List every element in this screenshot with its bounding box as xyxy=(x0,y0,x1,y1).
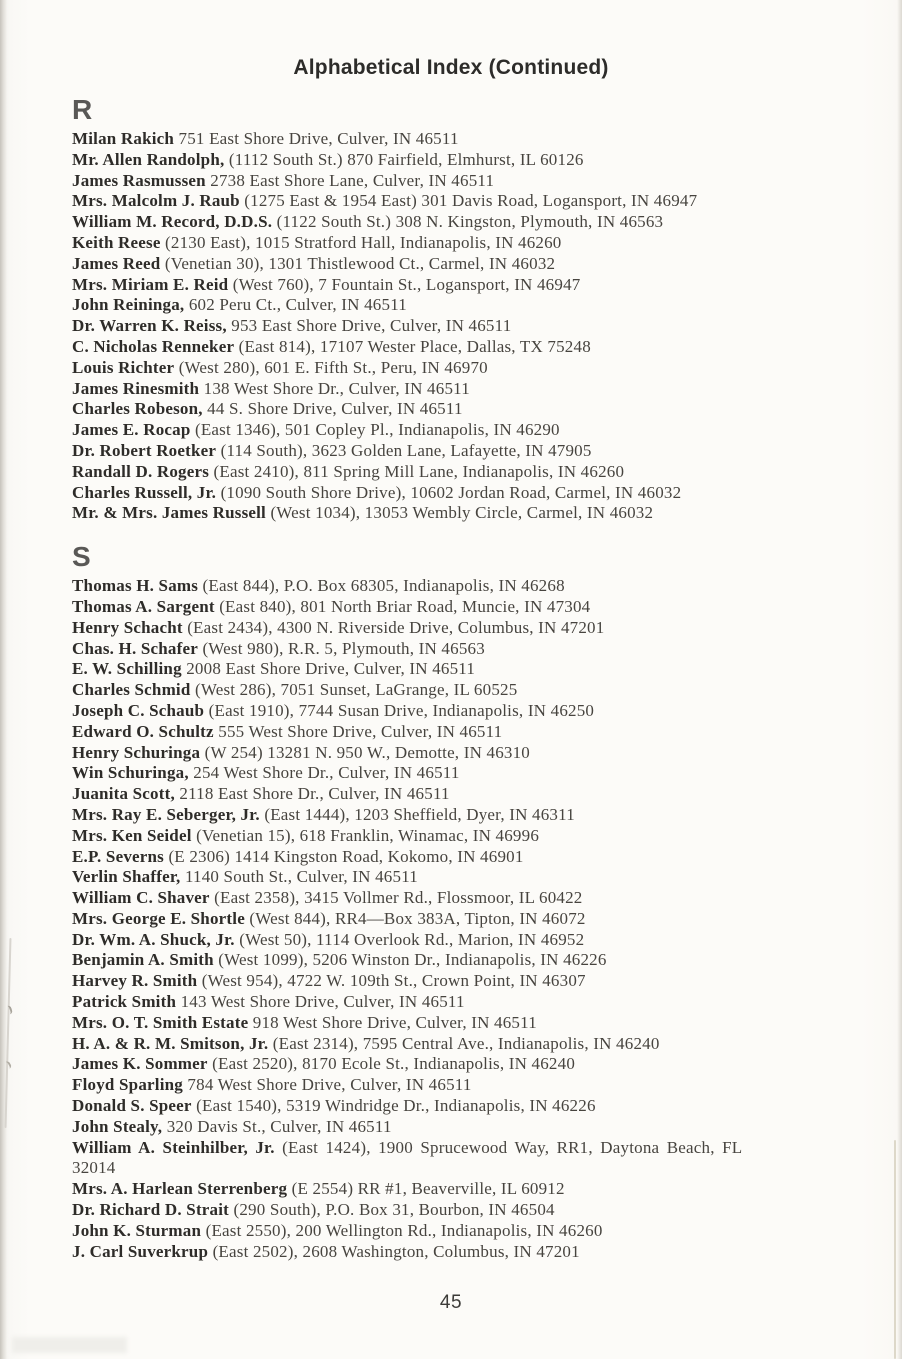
index-entry xyxy=(72,971,836,992)
entry-name: Juanita Scott, xyxy=(72,784,175,804)
index-entry xyxy=(72,784,836,805)
index-entry xyxy=(72,743,836,764)
entry-address: 2738 East Shore Lane, Culver, IN 46511 xyxy=(210,170,495,190)
entry-name: E.P. Severns xyxy=(72,846,164,866)
page-number: 45 xyxy=(439,1292,463,1313)
entry-address: (Venetian 30), 1301 Thistlewood Ct., Carmel, IN 46032 xyxy=(164,253,556,273)
entry-address: (E 2306) 1414 Kingston Road, Kokomo, IN 46901 xyxy=(168,846,524,866)
index-entry xyxy=(72,950,836,971)
entry-list xyxy=(72,576,836,1262)
entry-name: Thomas A. Sargent xyxy=(72,596,215,616)
index-entry xyxy=(72,337,836,358)
entry-list xyxy=(72,129,836,524)
entry-address: 2118 East Shore Dr., Culver, IN 46511 xyxy=(179,784,450,804)
entry-address: (W 254) 13281 N. 950 W., Demotte, IN 46310 xyxy=(204,742,530,762)
entry-address: (East 2434), 4300 N. Riverside Drive, Columbus, IN 47201 xyxy=(187,617,605,637)
index-entry xyxy=(72,483,836,504)
entry-address: (West 844), RR4—Box 383A, Tipton, IN 46072 xyxy=(249,908,586,928)
entry-name: Randall D. Rogers xyxy=(72,461,210,481)
index-entry xyxy=(72,597,836,618)
entry-address: (East 840), 801 North Briar Road, Muncie, IN 47304 xyxy=(219,596,591,616)
index-entry xyxy=(72,254,836,275)
entry-name: Dr. Warren K. Reiss, xyxy=(72,316,227,336)
entry-address: (1090 South Shore Drive), 10602 Jordan Road, Carmel, IN 46032 xyxy=(220,482,682,502)
entry-address: (East 2502), 2608 Washington, Columbus, IN 47201 xyxy=(212,1241,580,1261)
entry-name: Mrs. Ray E. Seberger, Jr. xyxy=(72,804,260,824)
index-entry xyxy=(72,1013,836,1034)
entry-address: (West 1034), 13053 Wembly Circle, Carmel, IN 46032 xyxy=(270,503,654,523)
entry-name: Benjamin A. Smith xyxy=(72,950,214,970)
index-entry xyxy=(72,1075,836,1096)
entry-address: (West 286), 7051 Sunset, LaGrange, IL 60525 xyxy=(194,680,518,700)
index-section-r xyxy=(72,94,836,524)
index-entry xyxy=(72,379,836,400)
entry-address: (East 2358), 3415 Vollmer Rd., Flossmoor, IL 60422 xyxy=(214,888,583,908)
index-entry xyxy=(72,275,836,296)
entry-name: Floyd Sparling xyxy=(72,1075,183,1095)
index-entry xyxy=(72,763,836,784)
entry-address: 602 Peru Ct., Culver, IN 46511 xyxy=(188,295,407,315)
index-entry xyxy=(72,826,836,847)
entry-address: (1275 East & 1954 East) 301 Davis Road, Logansport, IN 46947 xyxy=(244,191,698,211)
entry-address: (1112 South St.) 870 Fairfield, Elmhurst, IL 60126 xyxy=(228,149,584,169)
index-entry xyxy=(72,659,836,680)
entry-address: (West 50), 1114 Overlook Rd., Marion, IN 46952 xyxy=(239,929,585,949)
entry-address: (East 2520), 8170 Ecole St., Indianapolis, IN 46240 xyxy=(212,1054,576,1074)
entry-name: John Stealy, xyxy=(72,1116,163,1136)
index-entry xyxy=(72,1034,836,1055)
entry-name: Dr. Wm. A. Shuck, Jr. xyxy=(72,929,235,949)
entry-address: 1140 South St., Culver, IN 46511 xyxy=(184,867,418,887)
entry-name: Keith Reese xyxy=(72,232,161,252)
entry-name: James Rinesmith xyxy=(72,378,200,398)
entry-name: Thomas H. Sams xyxy=(72,576,199,596)
index-entry xyxy=(72,1242,836,1263)
entry-address: (West 954), 4722 W. 109th St., Crown Point, IN 46307 xyxy=(201,971,586,991)
index-entry xyxy=(72,295,836,316)
entry-name: Harvey R. Smith xyxy=(72,971,198,991)
index-entry xyxy=(72,1096,836,1117)
index-entry xyxy=(72,1200,836,1221)
entry-address: 555 West Shore Drive, Culver, IN 46511 xyxy=(218,721,503,741)
entry-name: Mrs. O. T. Smith Estate xyxy=(72,1012,249,1032)
entry-address: (West 1099), 5206 Winston Dr., Indianapolis, IN 46226 xyxy=(218,950,607,970)
entry-name: Mrs. A. Harlean Sterrenberg xyxy=(72,1179,288,1199)
section-letter: R xyxy=(72,94,93,125)
entry-address: (East 2314), 7595 Central Ave., Indianapolis, IN 46240 xyxy=(272,1033,660,1053)
entry-address: (West 760), 7 Fountain St., Logansport, IN 46947 xyxy=(232,274,581,294)
entry-address: 751 East Shore Drive, Culver, IN 46511 xyxy=(178,129,459,148)
index-entry xyxy=(72,462,836,483)
entry-name: Mrs. George E. Shortle xyxy=(72,908,245,928)
entry-address: 320 Davis St., Culver, IN 46511 xyxy=(166,1116,392,1136)
index-entry xyxy=(72,503,836,524)
entry-address: (114 South), 3623 Golden Lane, Lafayette, IN 47905 xyxy=(220,440,592,460)
scan-smudge xyxy=(12,1337,127,1353)
entry-address: (East 2410), 811 Spring Mill Lane, Indianapolis, IN 46260 xyxy=(213,461,625,481)
index-entry xyxy=(72,191,836,212)
index-sections xyxy=(0,80,902,1262)
entry-address: (Venetian 15), 618 Franklin, Winamac, IN 46996 xyxy=(196,825,540,845)
index-entry xyxy=(72,420,836,441)
page-title: Alphabetical Index (Continued) xyxy=(293,56,609,79)
entry-address: (East 1346), 501 Copley Pl., Indianapolis, IN 46290 xyxy=(194,420,560,440)
index-entry xyxy=(72,867,836,888)
entry-address: 953 East Shore Drive, Culver, IN 46511 xyxy=(231,316,512,336)
entry-name: John Reininga, xyxy=(72,295,185,315)
entry-address: (1122 South St.) 308 N. Kingston, Plymouth, IN 46563 xyxy=(276,212,664,232)
entry-name: James E. Rocap xyxy=(72,420,191,440)
entry-name: Mrs. Malcolm J. Raub xyxy=(72,191,240,211)
entry-address: (290 South), P.O. Box 31, Bourbon, IN 46504 xyxy=(233,1200,555,1220)
index-entry xyxy=(72,150,836,171)
entry-name: Edward O. Schultz xyxy=(72,721,214,741)
index-section-s xyxy=(72,541,836,1262)
entry-name: William C. Shaver xyxy=(72,888,210,908)
entry-name: Charles Robeson, xyxy=(72,399,203,419)
entry-address: (East 1910), 7744 Susan Drive, Indianapolis, IN 46250 xyxy=(208,700,595,720)
index-entry xyxy=(72,233,836,254)
entry-address: (East 814), 17107 Wester Place, Dallas, TX 75248 xyxy=(238,336,591,356)
entry-name: Chas. H. Schafer xyxy=(72,638,198,658)
entry-address: (West 280), 601 E. Fifth St., Peru, IN 46970 xyxy=(178,357,488,377)
entry-address: (East 2550), 200 Wellington Rd., Indianapolis, IN 46260 xyxy=(205,1220,603,1240)
index-entry xyxy=(72,1179,836,1200)
entry-address: 138 West Shore Dr., Culver, IN 46511 xyxy=(203,378,470,398)
index-entry xyxy=(72,1138,836,1180)
index-entry xyxy=(72,399,836,420)
entry-name: Mr. Allen Randolph, xyxy=(72,149,225,169)
index-entry xyxy=(72,805,836,826)
entry-address: (East 844), P.O. Box 68305, Indianapolis, IN 46268 xyxy=(202,576,565,596)
entry-name: Charles Russell, Jr. xyxy=(72,482,217,502)
entry-address: 2008 East Shore Drive, Culver, IN 46511 xyxy=(186,659,476,679)
entry-address-continued: 32014 xyxy=(72,1158,116,1178)
entry-address: 784 West Shore Drive, Culver, IN 46511 xyxy=(187,1075,472,1095)
index-entry xyxy=(72,1054,836,1075)
index-entry xyxy=(72,909,836,930)
entry-address: (East 1540), 5319 Windridge Dr., Indianapolis, IN 46226 xyxy=(196,1096,596,1116)
entry-name: Patrick Smith xyxy=(72,992,177,1012)
entry-name: Mrs. Ken Seidel xyxy=(72,825,192,845)
entry-address: 918 West Shore Drive, Culver, IN 46511 xyxy=(252,1012,537,1032)
index-entry xyxy=(72,358,836,379)
entry-address: 143 West Shore Drive, Culver, IN 46511 xyxy=(180,992,465,1012)
entry-name: J. Carl Suverkrup xyxy=(72,1241,209,1261)
entry-address: (East 1444), 1203 Sheffield, Dyer, IN 46311 xyxy=(264,804,575,824)
index-entry xyxy=(72,618,836,639)
entry-name: C. Nicholas Renneker xyxy=(72,336,235,356)
entry-name: Donald S. Speer xyxy=(72,1096,192,1116)
entry-name: Henry Schacht xyxy=(72,617,183,637)
index-entry xyxy=(72,129,836,150)
entry-name: James Rasmussen xyxy=(72,170,206,190)
entry-address: 254 West Shore Dr., Culver, IN 46511 xyxy=(193,763,460,783)
entry-name: Charles Schmid xyxy=(72,680,191,700)
index-entry xyxy=(72,888,836,909)
entry-name: E. W. Schilling xyxy=(72,659,182,679)
entry-name: James Reed xyxy=(72,253,161,273)
index-entry xyxy=(72,1221,836,1242)
entry-name: James K. Sommer xyxy=(72,1054,208,1074)
index-entry xyxy=(72,316,836,337)
entry-name: William M. Record, D.D.S. xyxy=(72,212,273,232)
index-entry xyxy=(72,1117,836,1138)
entry-name: Verlin Shaffer, xyxy=(72,867,181,887)
entry-address: (West 980), R.R. 5, Plymouth, IN 46563 xyxy=(202,638,485,658)
index-entry xyxy=(72,722,836,743)
entry-address: (2130 East), 1015 Stratford Hall, Indianapolis, IN 46260 xyxy=(165,232,562,252)
index-entry xyxy=(72,212,836,233)
index-entry xyxy=(72,639,836,660)
index-entry xyxy=(72,171,836,192)
entry-name: H. A. & R. M. Smitson, Jr. xyxy=(72,1033,269,1053)
entry-name: Dr. Richard D. Strait xyxy=(72,1200,230,1220)
section-letter: S xyxy=(72,541,91,573)
entry-name: Mrs. Miriam E. Reid xyxy=(72,274,229,294)
index-entry xyxy=(72,701,836,722)
entry-name: Milan Rakich xyxy=(72,129,175,148)
index-entry xyxy=(72,441,836,462)
entry-address: (E 2554) RR #1, Beaverville, IL 60912 xyxy=(291,1179,565,1199)
index-entry xyxy=(72,930,836,951)
entry-address: 44 S. Shore Drive, Culver, IN 46511 xyxy=(207,399,463,419)
index-entry xyxy=(72,576,836,597)
entry-name: Louis Richter xyxy=(72,357,175,377)
entry-address: (East 1424), 1900 Sprucewood Way, RR1, Daytona Beach, FL xyxy=(282,1137,743,1157)
entry-name: William A. Steinhilber, Jr. xyxy=(72,1137,275,1157)
entry-name: Mr. & Mrs. James Russell xyxy=(72,503,266,523)
entry-name: Joseph C. Schaub xyxy=(72,700,205,720)
entry-name: Dr. Robert Roetker xyxy=(72,440,217,460)
index-entry xyxy=(72,992,836,1013)
index-entry xyxy=(72,680,836,701)
index-entry xyxy=(72,847,836,868)
entry-name: Win Schuringa, xyxy=(72,763,189,783)
entry-name: John K. Sturman xyxy=(72,1220,202,1240)
entry-name: Henry Schuringa xyxy=(72,742,201,762)
